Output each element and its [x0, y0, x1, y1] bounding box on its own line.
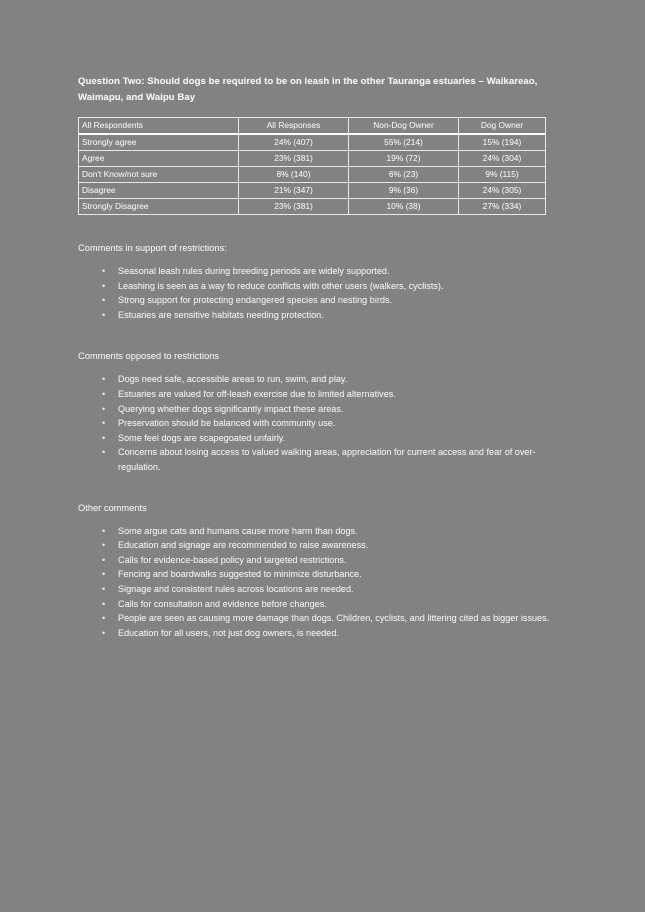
bullet-list-opposed — [78, 372, 558, 474]
list-item: • Fencing and boardwalks suggested to minimize disturbance. — [78, 567, 558, 582]
list-item: • Signage and consistent rules across locations are needed. — [78, 582, 558, 597]
row-label: Strongly agree — [79, 134, 239, 151]
cell-dog-owner: 27% (334) — [459, 199, 546, 215]
document-content — [78, 74, 558, 640]
section-heading-other: Other comments — [78, 502, 147, 513]
column-header-dog-owner: Dog Owner — [459, 118, 546, 135]
list-item: • Some argue cats and humans cause more harm than dogs. — [78, 524, 558, 539]
list-item: • Estuaries are valued for off-leash exercise due to limited alternatives. — [78, 387, 558, 402]
list-item: • Calls for consultation and evidence before changes. — [78, 597, 558, 612]
row-label: Don't Know/not sure — [79, 167, 239, 183]
table-body — [79, 134, 546, 215]
list-item: • Education and signage are recommended to raise awareness. — [78, 538, 558, 553]
cell-dog-owner: 24% (305) — [459, 183, 546, 199]
row-label: Disagree — [79, 183, 239, 199]
list-item: • Concerns about losing access to valued walking areas, appreciation for current access and fear of over-regulation. — [78, 445, 558, 474]
list-item: • Preservation should be balanced with community use. — [78, 416, 558, 431]
cell-dog-owner: 15% (194) — [459, 134, 546, 151]
table-row — [79, 134, 546, 151]
list-item: • Strong support for protecting endangered species and nesting birds. — [78, 293, 558, 308]
cell-non-dog-owner: 6% (23) — [349, 167, 459, 183]
table-header — [79, 118, 546, 135]
list-item: • Seasonal leash rules during breeding periods are widely supported. — [78, 264, 558, 279]
cell-dog-owner: 24% (304) — [459, 151, 546, 167]
row-label: Agree — [79, 151, 239, 167]
cell-all-responses: 8% (140) — [239, 167, 349, 183]
bullet-list-other — [78, 524, 558, 641]
cell-dog-owner: 9% (115) — [459, 167, 546, 183]
cell-all-responses: 21% (347) — [239, 183, 349, 199]
cell-non-dog-owner: 10% (38) — [349, 199, 459, 215]
list-item: • Dogs need safe, accessible areas to run, swim, and play. — [78, 372, 558, 387]
table-row — [79, 151, 546, 167]
column-header-non-dog-owner: Non-Dog Owner — [349, 118, 459, 135]
list-item: • Some feel dogs are scapegoated unfairly. — [78, 431, 558, 446]
cell-all-responses: 23% (381) — [239, 199, 349, 215]
table-row — [79, 167, 546, 183]
cell-all-responses: 23% (381) — [239, 151, 349, 167]
table-row — [79, 183, 546, 199]
cell-non-dog-owner: 55% (214) — [349, 134, 459, 151]
question-heading: Question Two: Should dogs be required to be on leash in the other Tauranga estuaries – Waikareao, Waimapu, and Waipu Bay — [78, 76, 538, 103]
table-header-row — [79, 118, 546, 135]
survey-results-table — [78, 117, 546, 215]
section-heading-opposed: Comments opposed to restrictions — [78, 351, 220, 362]
list-item: • People are seen as causing more damage than dogs. Children, cyclists, and littering cited as bigger issues. — [78, 611, 558, 626]
cell-non-dog-owner: 19% (72) — [349, 151, 459, 167]
cell-non-dog-owner: 9% (36) — [349, 183, 459, 199]
list-item: • Estuaries are sensitive habitats needing protection. — [78, 308, 558, 323]
table-row — [79, 199, 546, 215]
list-item: • Education for all users, not just dog owners, is needed. — [78, 626, 558, 641]
cell-all-responses: 24% (407) — [239, 134, 349, 151]
list-item: • Leashing is seen as a way to reduce conflicts with other users (walkers, cyclists). — [78, 279, 558, 294]
list-item: • Querying whether dogs significantly impact these areas. — [78, 402, 558, 417]
row-label: Strongly Disagree — [79, 199, 239, 215]
column-header-all-responses: All Responses — [239, 118, 349, 135]
column-header-all-respondents: All Respondents — [79, 118, 239, 135]
list-item: • Calls for evidence-based policy and targeted restrictions. — [78, 553, 558, 568]
section-heading-support: Comments in support of restrictions: — [78, 243, 227, 253]
bullet-list-support — [78, 264, 558, 322]
